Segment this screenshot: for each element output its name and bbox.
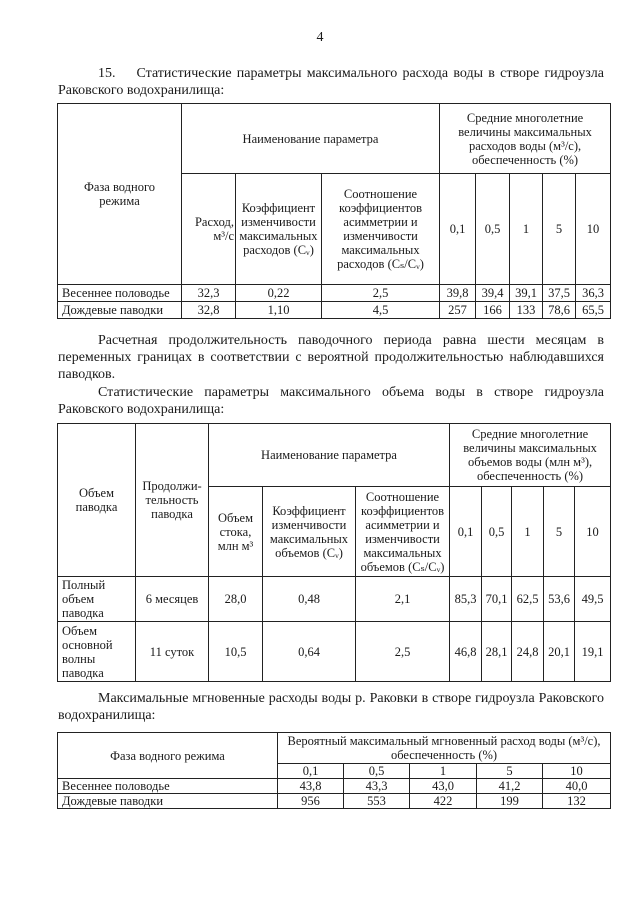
cell-prob: 53,6 [544, 577, 575, 622]
table-row [58, 577, 611, 622]
col-cv-header: Коэффициент изменчивости максимальных расходов (Cᵥ) [236, 174, 322, 285]
cell-prob: 43,3 [344, 779, 410, 794]
cell-prob: 49,5 [575, 577, 611, 622]
table-max-flow [57, 103, 611, 319]
table-row [58, 285, 611, 302]
prob-header: 10 [543, 764, 611, 779]
col-duration-header: Продолжи-тельность паводка [136, 424, 209, 577]
table-max-volume [57, 423, 611, 682]
cell-runoff: 10,5 [209, 622, 263, 682]
cell-prob: 65,5 [576, 302, 611, 319]
cell-prob: 85,3 [450, 577, 482, 622]
cell-prob: 43,0 [410, 779, 477, 794]
prob-header: 0,5 [482, 487, 512, 577]
prob-header: 1 [410, 764, 477, 779]
cell-ratio: 2,5 [322, 285, 440, 302]
col-ratio-header: Соотношение коэффициентов асимметрии и изменчивости максимальных расходов (Cₛ/Cᵥ) [322, 174, 440, 285]
col-runoff-header: Объем стока, млн м³ [209, 487, 263, 577]
heading-1-number: 15. [98, 66, 116, 81]
cell-prob: 19,1 [575, 622, 611, 682]
cell-phase: Весеннее половодье [58, 779, 278, 794]
cell-duration: 6 месяцев [136, 577, 209, 622]
heading-1 [58, 65, 604, 99]
prob-header: 5 [543, 174, 576, 285]
col-prob-group-header: Средние многолетние величины максимальных объемов воды (млн м³), обеспеченность (%) [450, 424, 611, 487]
heading-1-text: Статистические параметры максимального расхода воды в створе гидроузла Раковского водохранилища: [58, 66, 604, 98]
cell-prob: 133 [510, 302, 543, 319]
table-row [58, 622, 611, 682]
cell-cv: 0,64 [263, 622, 356, 682]
cell-prob: 39,1 [510, 285, 543, 302]
paragraph-instant-flow-intro: Максимальные мгновенные расходы воды р. Раковки в створе гидроузла Раковского водохранилища: [58, 691, 604, 723]
prob-header: 1 [512, 487, 544, 577]
table-row [58, 302, 611, 319]
cell-prob: 199 [477, 794, 543, 809]
col-ratio-header: Соотношение коэффициентов асимметрии и изменчивости максимальных объемов (Cₛ/Cᵥ) [356, 487, 450, 577]
cell-prob: 70,1 [482, 577, 512, 622]
prob-header: 1 [510, 174, 543, 285]
cell-cv: 0,22 [236, 285, 322, 302]
cell-flow: 32,3 [182, 285, 236, 302]
cell-prob: 41,2 [477, 779, 543, 794]
col-prob-group-header: Средние многолетние величины максимальных расходов воды (м³/с), обеспеченность (%) [440, 104, 611, 174]
col-phase-header: Фаза водного режима [58, 104, 182, 285]
cell-prob: 956 [278, 794, 344, 809]
cell-prob: 43,8 [278, 779, 344, 794]
prob-header: 0,1 [440, 174, 476, 285]
cell-prob: 132 [543, 794, 611, 809]
col-phase-header: Фаза водного режима [58, 733, 278, 779]
col-param-group-header: Наименование параметра [182, 104, 440, 174]
col-flow-header: Расход, м³/с [182, 174, 236, 285]
cell-prob: 39,8 [440, 285, 476, 302]
cell-prob: 46,8 [450, 622, 482, 682]
prob-header: 5 [544, 487, 575, 577]
cell-prob: 36,3 [576, 285, 611, 302]
cell-cv: 0,48 [263, 577, 356, 622]
cell-volume: Полный объем паводка [58, 577, 136, 622]
cell-prob: 28,1 [482, 622, 512, 682]
prob-header: 0,5 [476, 174, 510, 285]
cell-ratio: 4,5 [322, 302, 440, 319]
cell-prob: 62,5 [512, 577, 544, 622]
cell-prob: 37,5 [543, 285, 576, 302]
cell-prob: 78,6 [543, 302, 576, 319]
cell-prob: 166 [476, 302, 510, 319]
table-row [58, 794, 611, 809]
cell-phase: Дождевые паводки [58, 794, 278, 809]
cell-prob: 24,8 [512, 622, 544, 682]
cell-phase: Дождевые паводки [58, 302, 182, 319]
cell-cv: 1,10 [236, 302, 322, 319]
col-prob-group-header: Вероятный максимальный мгновенный расход воды (м³/с), обеспеченность (%) [278, 733, 611, 764]
cell-volume: Объем основной волны паводка [58, 622, 136, 682]
col-param-group-header: Наименование параметра [209, 424, 450, 487]
prob-header: 0,5 [344, 764, 410, 779]
cell-duration: 11 суток [136, 622, 209, 682]
prob-header: 5 [477, 764, 543, 779]
paragraph-volume-intro: Статистические параметры максимального объема воды в створе гидроузла Раковского водохранилища: [58, 385, 604, 417]
cell-prob: 422 [410, 794, 477, 809]
cell-flow: 32,8 [182, 302, 236, 319]
cell-prob: 39,4 [476, 285, 510, 302]
col-volume-header: Объем паводка [58, 424, 136, 577]
prob-header: 10 [575, 487, 611, 577]
cell-ratio: 2,5 [356, 622, 450, 682]
cell-runoff: 28,0 [209, 577, 263, 622]
cell-prob: 257 [440, 302, 476, 319]
table-row [58, 779, 611, 794]
page-number: 4 [316, 30, 324, 45]
prob-header: 0,1 [278, 764, 344, 779]
prob-header: 10 [576, 174, 611, 285]
table-instant-flow [57, 732, 611, 809]
paragraph-duration: Расчетная продолжительность паводочного периода равна шести месяцам в переменных границах в соответствии с вероятной продолжительностью наблюдавшихся паводков. [58, 333, 604, 382]
cell-ratio: 2,1 [356, 577, 450, 622]
cell-phase: Весеннее половодье [58, 285, 182, 302]
cell-prob: 553 [344, 794, 410, 809]
cell-prob: 20,1 [544, 622, 575, 682]
col-cv-header: Коэффициент изменчивости максимальных объемов (Cᵥ) [263, 487, 356, 577]
cell-prob: 40,0 [543, 779, 611, 794]
prob-header: 0,1 [450, 487, 482, 577]
